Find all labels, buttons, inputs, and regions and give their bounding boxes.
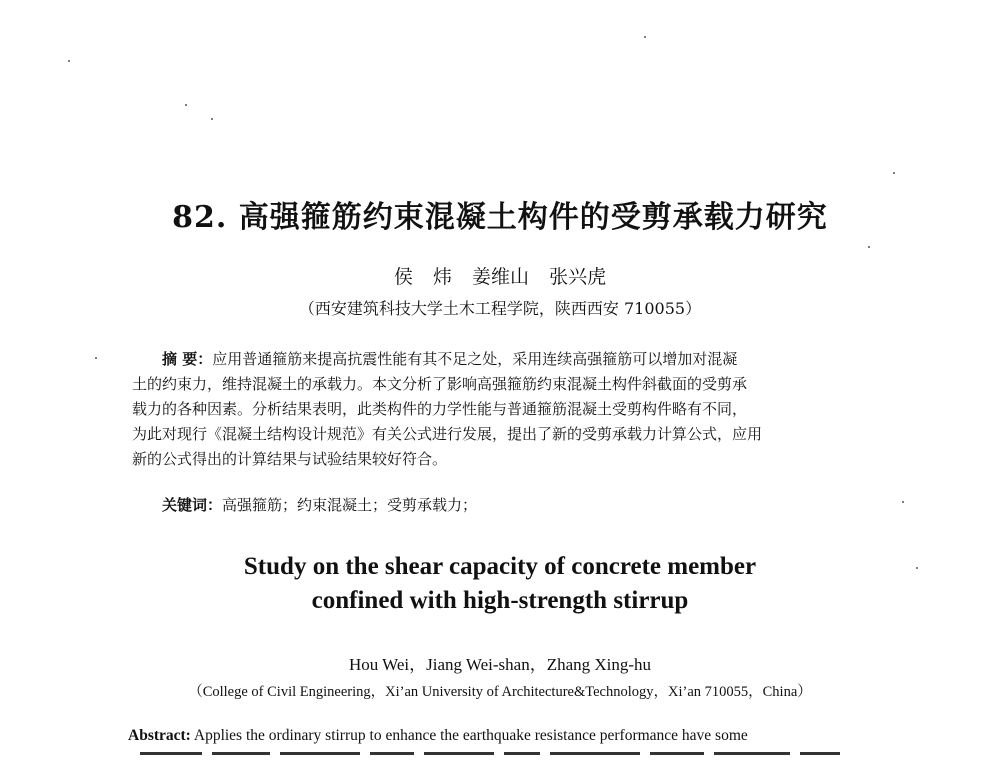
chinese-abstract-line: [132, 347, 880, 372]
chinese-abstract-label: 摘 要：: [162, 350, 213, 368]
chinese-abstract-text: 应用普通箍筋来提高抗震性能有其不足之处，采用连续高强箍筋可以增加对混凝: [212, 350, 738, 368]
scan-speck: [644, 36, 646, 38]
english-abstract-label: Abstract:: [128, 727, 191, 744]
chinese-author: 侯 炜: [393, 266, 452, 288]
scan-speck: [211, 118, 213, 120]
chinese-author: 姜维山: [472, 266, 530, 288]
chinese-author: 张兴虎: [549, 266, 607, 288]
english-title-line: confined with high-strength stirrup: [311, 587, 689, 614]
scan-speck: [868, 246, 870, 248]
chinese-abstract-line: 土的约束力，维持混凝土的承载力。本文分析了影响高强箍筋约束混凝土构件斜截面的受剪承: [132, 375, 748, 393]
english-title: [0, 550, 1000, 618]
scan-speck: [893, 172, 895, 174]
chinese-abstract-line: 新的公式得出的计算结果与试验结果较好符合。: [132, 450, 448, 468]
english-title-line: Study on the shear capacity of concrete member: [243, 553, 757, 580]
english-abstract-text: Applies the ordinary stirrup to enhance the earthquake resistance performance have some: [193, 727, 748, 744]
scan-speck: [185, 104, 187, 106]
english-abstract: [128, 723, 878, 749]
chinese-authors: [0, 262, 1000, 289]
chinese-title: 82. 高强箍筋约束混凝土构件的受剪承载力研究: [172, 200, 828, 235]
scan-speck: [68, 60, 70, 62]
chinese-keywords-text: 高强箍筋；约束混凝土；受剪承载力；: [222, 496, 478, 514]
english-authors: Hou Wei，Jiang Wei-shan，Zhang Xing-hu: [348, 655, 652, 674]
truncated-text-line: [140, 752, 880, 760]
scan-speck: [95, 357, 97, 359]
chinese-affiliation: （西安建筑科技大学土木工程学院，陕西西安 710055）: [298, 299, 702, 318]
chinese-abstract: [132, 347, 880, 472]
english-affiliation: （College of Civil Engineering，Xi’an University of Architecture&Technology，Xi’an 710055，China）: [188, 684, 812, 700]
scan-speck: [902, 501, 904, 503]
chinese-keywords-label: 关键词：: [162, 496, 223, 514]
chinese-keywords: [162, 494, 882, 515]
chinese-abstract-line: 载力的各种因素。分析结果表明，此类构件的力学性能与普通箍筋混凝土受剪构件略有不同，: [132, 400, 748, 418]
chinese-abstract-line: 为此对现行《混凝土结构设计规范》有关公式进行发展，提出了新的受剪承载力计算公式，应用: [132, 425, 763, 443]
